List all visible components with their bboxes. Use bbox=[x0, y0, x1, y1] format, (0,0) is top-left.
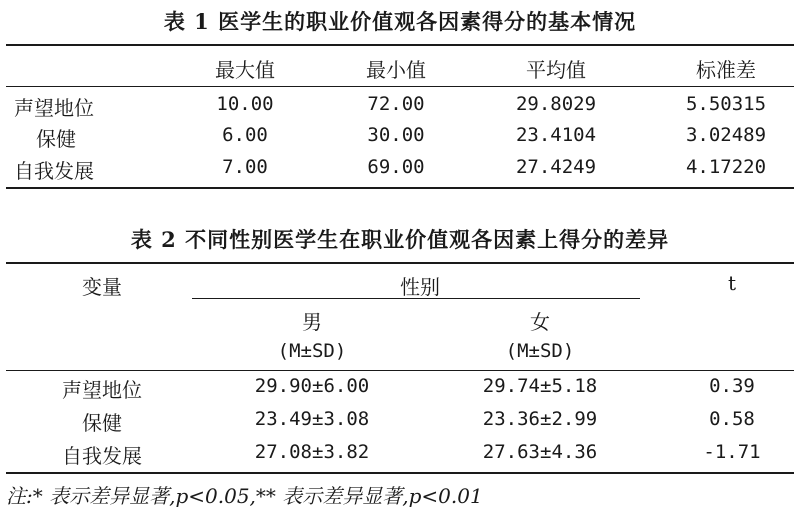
table1-cell-max: 10.00 bbox=[216, 93, 274, 115]
table2-header-t: t bbox=[727, 271, 737, 295]
table1-cell-sd: 3.02489 bbox=[685, 124, 767, 146]
table2-header-stat-female: (M±SD) bbox=[505, 340, 575, 362]
table2-cell-female: 29.74±5.18 bbox=[482, 375, 598, 397]
table1-caption: 表 1 医学生的职业价值观各因素得分的基本情况 bbox=[163, 9, 637, 34]
table1-cell-mean: 23.4104 bbox=[515, 124, 597, 146]
table2-top-rule bbox=[6, 262, 794, 264]
table2-cell-male: 29.90±6.00 bbox=[254, 375, 370, 397]
table2-header-female: 女 bbox=[530, 310, 550, 334]
table2-header-rule bbox=[6, 370, 794, 371]
table1-cell-sd: 4.17220 bbox=[685, 156, 767, 178]
table1-cell-min: 30.00 bbox=[367, 124, 425, 146]
table2-cell-male: 27.08±3.82 bbox=[254, 441, 370, 463]
table2-cell-female: 23.36±2.99 bbox=[482, 408, 598, 430]
table1-header-rule bbox=[6, 86, 794, 87]
table2-gender-rule bbox=[192, 298, 640, 299]
table1-cell-max: 7.00 bbox=[222, 156, 268, 178]
table1-row-label: 自我发展 bbox=[14, 159, 94, 183]
table1-cell-mean: 27.4249 bbox=[515, 156, 597, 178]
table2-cell-t: -1.71 bbox=[703, 441, 761, 463]
table2-header-male: 男 bbox=[302, 310, 322, 334]
table2-header-variable: 变量 bbox=[82, 275, 122, 299]
table2-row-label: 保健 bbox=[82, 411, 122, 435]
table2-cell-male: 23.49±3.08 bbox=[254, 408, 370, 430]
table1-row-label: 声望地位 bbox=[14, 96, 94, 120]
table2-caption: 表 2 不同性别医学生在职业价值观各因素上得分的差异 bbox=[130, 227, 670, 252]
table-footnote: 注:* 表示差异显著,p<0.05,** 表示差异显著,p<0.01 bbox=[6, 484, 483, 508]
table1-header-min: 最小值 bbox=[366, 58, 426, 82]
table1-header-sd: 标准差 bbox=[696, 58, 756, 82]
table1-cell-sd: 5.50315 bbox=[685, 93, 767, 115]
table1-header-max: 最大值 bbox=[215, 58, 275, 82]
table2-cell-t: 0.39 bbox=[709, 375, 755, 397]
table1-header-mean: 平均值 bbox=[526, 58, 586, 82]
table2-bottom-rule bbox=[6, 472, 794, 474]
table2-header-stat-male: (M±SD) bbox=[277, 340, 347, 362]
table1-cell-max: 6.00 bbox=[222, 124, 268, 146]
table2-header-gender: 性别 bbox=[400, 275, 440, 299]
table1-cell-min: 69.00 bbox=[367, 156, 425, 178]
table1-top-rule bbox=[6, 44, 794, 46]
table1-cell-min: 72.00 bbox=[367, 93, 425, 115]
table2-cell-t: 0.58 bbox=[709, 408, 755, 430]
table1-cell-mean: 29.8029 bbox=[515, 93, 597, 115]
table2-cell-female: 27.63±4.36 bbox=[482, 441, 598, 463]
table2-row-label: 自我发展 bbox=[62, 444, 142, 468]
table1-row-label: 保健 bbox=[36, 127, 76, 151]
table2-row-label: 声望地位 bbox=[62, 378, 142, 402]
table1-bottom-rule bbox=[6, 187, 794, 189]
